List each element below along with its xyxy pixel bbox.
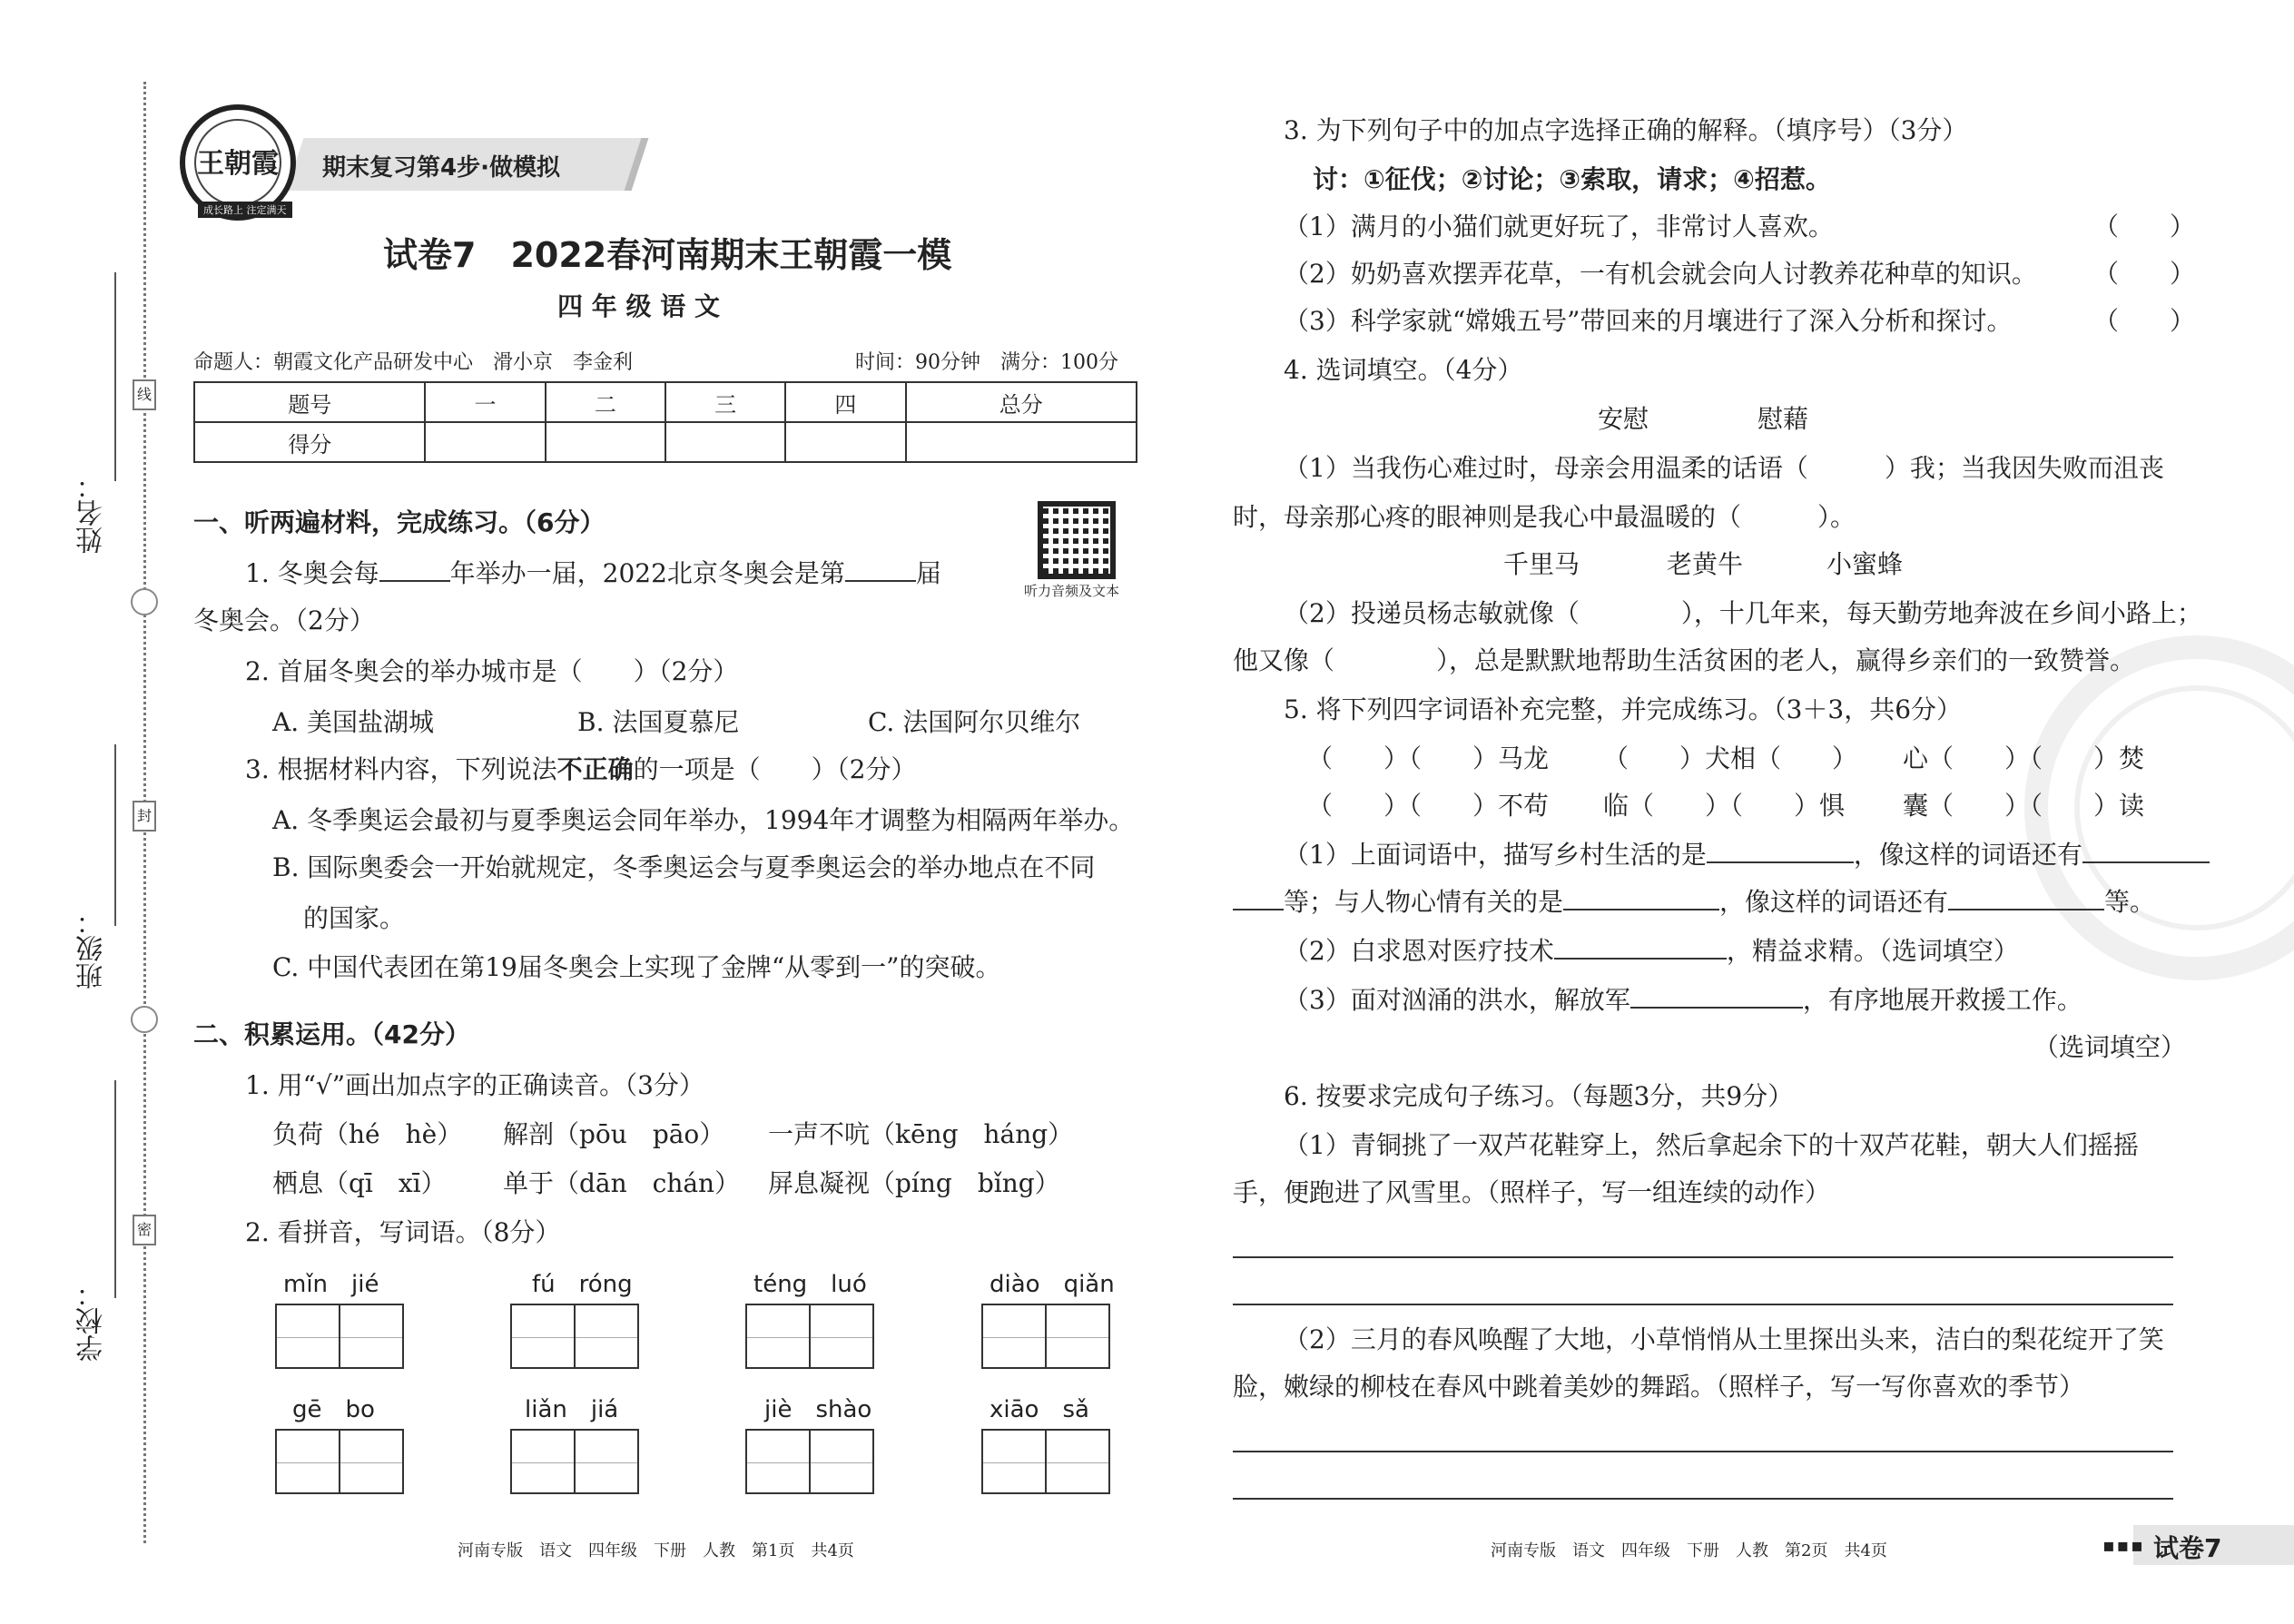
q6-item-1: （1）青铜挑了一双芦花鞋穿上，然后拿起余下的十双芦花鞋，朝大人们摇摇 [1284, 1130, 2139, 1160]
s1-q3 [245, 752, 916, 788]
class-label: 班级： [76, 908, 108, 989]
word-option: 千里马 [1503, 549, 1580, 579]
q4-item-1: （1）当我伤心难过时，母亲会用温柔的话语（ ）我；当我因失败而沮丧 [1284, 453, 2164, 483]
writing-grid[interactable] [275, 1429, 404, 1494]
pinyin: diào qiǎn [989, 1271, 1115, 1298]
qr-code-icon[interactable] [1038, 501, 1116, 579]
q3-text: 的一项是（ ）（2分） [633, 754, 917, 784]
section1-title: 一、听两遍材料，完成练习。（6分） [193, 507, 605, 537]
school-underline[interactable] [114, 1080, 116, 1298]
seal-mark-seal: 封 [133, 801, 156, 832]
s1-q3-option-a[interactable]: A. 冬季奥运会最初与夏季奥运会同年举办，1994年才调整为相隔两年举办。 [272, 805, 1135, 835]
idiom-blank[interactable]: （ ）（ ）不苟 [1307, 791, 1550, 821]
q5-text: 等；与人物心情有关的是 [1284, 887, 1564, 917]
score-cell[interactable] [665, 422, 785, 462]
s1-q2-option-c[interactable]: C. 法国阿尔贝维尔 [868, 707, 1081, 737]
writing-grid[interactable] [981, 1429, 1110, 1494]
q4-item-2: （2）投递员杨志敏就像（ ），十几年来，每天勤劳地奔波在乡间小路上； [1284, 598, 2202, 628]
pinyin: fú róng [532, 1271, 633, 1298]
time-score: 时间：90分钟 满分：100分 [855, 351, 1118, 374]
score-cell[interactable] [425, 422, 545, 462]
answer-blank[interactable] [1630, 983, 1803, 1009]
pinyin: liǎn jiá [525, 1396, 619, 1423]
q1-text: 1. 冬奥会每 [245, 558, 379, 588]
q1-text: 年举办一届，2022北京冬奥会是第 [449, 558, 845, 588]
s1-q1 [245, 556, 941, 592]
pron-item[interactable]: 解剖（pōu pāo） [503, 1119, 725, 1149]
seal-mark-secret: 密 [133, 1215, 156, 1245]
answer-blank[interactable] [2082, 838, 2210, 863]
writing-grid[interactable] [981, 1304, 1110, 1369]
q3-item-3: （3）科学家就“嫦娥五号”带回来的月壤进行了深入分析和探讨。 [1284, 306, 2013, 336]
q6-title: 6. 按要求完成句子练习。（每题3分，共9分） [1284, 1081, 1794, 1111]
answer-line[interactable] [1233, 1256, 2173, 1258]
q3-answer-2[interactable]: （ ） [2093, 259, 2196, 289]
q5-text: ，精益求精。（选词填空） [1726, 936, 2019, 966]
q4-item-1-cont: 时，母亲那心疼的眼神则是我心中最温暖的（ ）。 [1233, 502, 1856, 532]
q1-text: 届 [915, 558, 941, 588]
idiom-blank[interactable]: （ ）犬相（ ） [1603, 743, 1858, 773]
authors: 命题人：朝霞文化产品研发中心 滑小京 李金利 [193, 351, 634, 374]
s2-q2: 2. 看拼音，写词语。（8分） [245, 1217, 561, 1247]
score-table [193, 381, 1137, 463]
pinyin: jiè shào [764, 1396, 872, 1423]
score-header: 四 [785, 382, 905, 422]
footer-left: 河南专版 语文 四年级 下册 人教 第1页 共4页 [458, 1541, 854, 1560]
answer-blank[interactable] [1554, 934, 1727, 960]
word-option: 慰藉 [1757, 404, 1809, 434]
step-banner-text: 期末复习第4步·做模拟 [322, 154, 560, 182]
page-tag: 试卷7 [2153, 1533, 2222, 1563]
binding-hole-icon [131, 588, 158, 615]
word-option: 老黄牛 [1667, 549, 1744, 579]
score-label: 得分 [194, 422, 425, 462]
score-header: 一 [425, 382, 545, 422]
word-option: 小蜜蜂 [1826, 549, 1904, 579]
school-label: 学校： [76, 1280, 108, 1362]
answer-line[interactable] [1233, 1304, 2173, 1305]
pron-item[interactable]: 一声不吭（kēng háng） [768, 1119, 1074, 1149]
s1-q3-option-b[interactable]: B. 国际奥委会一开始就规定，冬季奥运会与夏季奥运会的举办地点在不同 [272, 852, 1096, 882]
pinyin: xiāo sǎ [989, 1396, 1089, 1423]
q5-text: （1）上面词语中，描写乡村生活的是 [1284, 840, 1707, 870]
name-underline[interactable] [114, 272, 116, 481]
answer-blank[interactable] [379, 556, 450, 582]
score-cell[interactable] [546, 422, 665, 462]
idiom-blank[interactable]: 囊（ ）（ ）读 [1903, 791, 2145, 821]
q3-item-2: （2）奶奶喜欢摆弄花草，一有机会就会向人讨教养花种草的知识。 [1284, 259, 2037, 289]
writing-grid[interactable] [745, 1429, 874, 1494]
q5-item-1 [1284, 837, 2210, 873]
q6-item-1-cont: 手，便跑进了风雪里。（照样子，写一组连续的动作） [1233, 1177, 1831, 1207]
qr-caption: 听力音频及文本 [1024, 583, 1120, 599]
writing-grid[interactable] [510, 1429, 639, 1494]
q5-text: （3）面对汹涌的洪水，解放军 [1284, 985, 1630, 1015]
q5-text: ，像这样的词语还有 [1853, 840, 2082, 870]
binding-hole-icon [131, 1006, 158, 1033]
s1-q2-option-b[interactable]: B. 法国夏慕尼 [577, 707, 740, 737]
pron-item[interactable]: 屏息凝视（píng bǐng） [768, 1168, 1060, 1198]
q5-text: 等。 [2104, 887, 2156, 917]
answer-line[interactable] [1233, 1498, 2173, 1500]
pron-item[interactable]: 单于（dān chán） [503, 1168, 741, 1198]
idiom-blank[interactable]: （ ）（ ）马龙 [1307, 743, 1550, 773]
q5-item-1-cont [1233, 884, 2155, 920]
q6-item-2-cont: 脸，嫩绿的柳枝在春风中跳着美妙的舞蹈。（照样子，写一写你喜欢的季节） [1233, 1372, 2085, 1402]
s1-q3-option-c[interactable]: C. 中国代表团在第19届冬奥会上实现了金牌“从零到一”的突破。 [272, 952, 1001, 982]
pron-item[interactable]: 栖息（qī xī） [272, 1168, 447, 1198]
s1-q2-option-a[interactable]: A. 美国盐湖城 [272, 707, 435, 737]
class-underline[interactable] [114, 744, 116, 926]
s1-q2: 2. 首届冬奥会的举办城市是（ ）（2分） [245, 656, 739, 686]
score-cell[interactable] [785, 422, 905, 462]
footer-right: 河南专版 语文 四年级 下册 人教 第2页 共4页 [1491, 1541, 1887, 1560]
q5-text: ，有序地展开救援工作。 [1802, 985, 2082, 1015]
answer-blank[interactable] [1233, 885, 1284, 910]
q3-answer-3[interactable]: （ ） [2093, 306, 2196, 336]
brand-logo-text: 王朝霞 [194, 119, 281, 206]
writing-grid[interactable] [510, 1304, 639, 1369]
q5-item-2 [1284, 933, 2019, 969]
score-header: 二 [546, 382, 665, 422]
q3-definition: 讨：①征伐；②讨论；③索取，请求；④招惹。 [1313, 164, 1831, 194]
s2-q1: 1. 用“√”画出加点字的正确读音。（3分） [245, 1070, 704, 1100]
logo-motto: 成长路上 注定满天 [198, 202, 292, 218]
q5-text: ，像这样的词语还有 [1719, 887, 1949, 917]
tag-dots: ▪▪▪ [2102, 1534, 2145, 1556]
q5-title: 5. 将下列四字词语补充完整，并完成练习。（3＋3，共6分） [1284, 694, 1963, 724]
pron-item[interactable]: 负荷（hé hè） [272, 1119, 463, 1149]
section2-title: 二、积累运用。（42分） [193, 1019, 470, 1049]
writing-grid[interactable] [745, 1304, 874, 1369]
score-header: 总分 [906, 382, 1137, 422]
seal-mark-line: 线 [133, 379, 156, 410]
answer-blank[interactable] [845, 556, 916, 582]
score-cell[interactable] [906, 422, 1137, 462]
name-label: 姓名： [76, 472, 108, 554]
pinyin: téng luó [753, 1271, 867, 1298]
q5-item-3 [1284, 982, 2082, 1019]
word-option: 安慰 [1598, 404, 1649, 434]
score-header: 题号 [194, 382, 425, 422]
pinyin: mǐn jié [283, 1271, 379, 1298]
answer-blank[interactable] [1707, 838, 1854, 863]
q3-answer-1[interactable]: （ ） [2093, 212, 2196, 241]
q4-item-2-cont: 他又像（ ），总是默默地帮助生活贫困的老人，赢得乡亲们的一致赞誉。 [1233, 645, 2136, 675]
page-title: 试卷7 2022春河南期末王朝霞一模 [383, 235, 952, 275]
answer-blank[interactable] [1948, 885, 2104, 910]
q3-item-1: （1）满月的小猫们就更好玩了，非常讨人喜欢。 [1284, 212, 1834, 241]
q3-title: 3. 为下列句子中的加点字选择正确的解释。（填序号）（3分） [1284, 115, 1968, 145]
q3-emphasis: 不正确 [556, 754, 634, 784]
s1-q1-cont: 冬奥会。（2分） [193, 605, 375, 635]
s1-q3-option-b-cont: 的国家。 [303, 903, 406, 933]
writing-grid[interactable] [275, 1304, 404, 1369]
idiom-blank[interactable]: 临（ ）（ ）惧 [1603, 791, 1846, 821]
idiom-blank[interactable]: 心（ ）（ ）焚 [1903, 743, 2145, 773]
q5-note: （选词填空） [2033, 1032, 2187, 1062]
page-subtitle: 四 年 级 语 文 [557, 291, 720, 321]
q4-title: 4. 选词填空。（4分） [1284, 355, 1523, 385]
answer-blank[interactable] [1563, 885, 1719, 910]
pinyin: gē bo [292, 1396, 375, 1423]
score-header: 三 [665, 382, 785, 422]
q6-item-2: （2）三月的春风唤醒了大地，小草悄悄从土里探出头来，洁白的梨花绽开了笑 [1284, 1324, 2164, 1354]
q5-text: （2）白求恩对医疗技术 [1284, 936, 1554, 966]
q3-text: 3. 根据材料内容，下列说法 [245, 754, 557, 784]
answer-line[interactable] [1233, 1451, 2173, 1452]
